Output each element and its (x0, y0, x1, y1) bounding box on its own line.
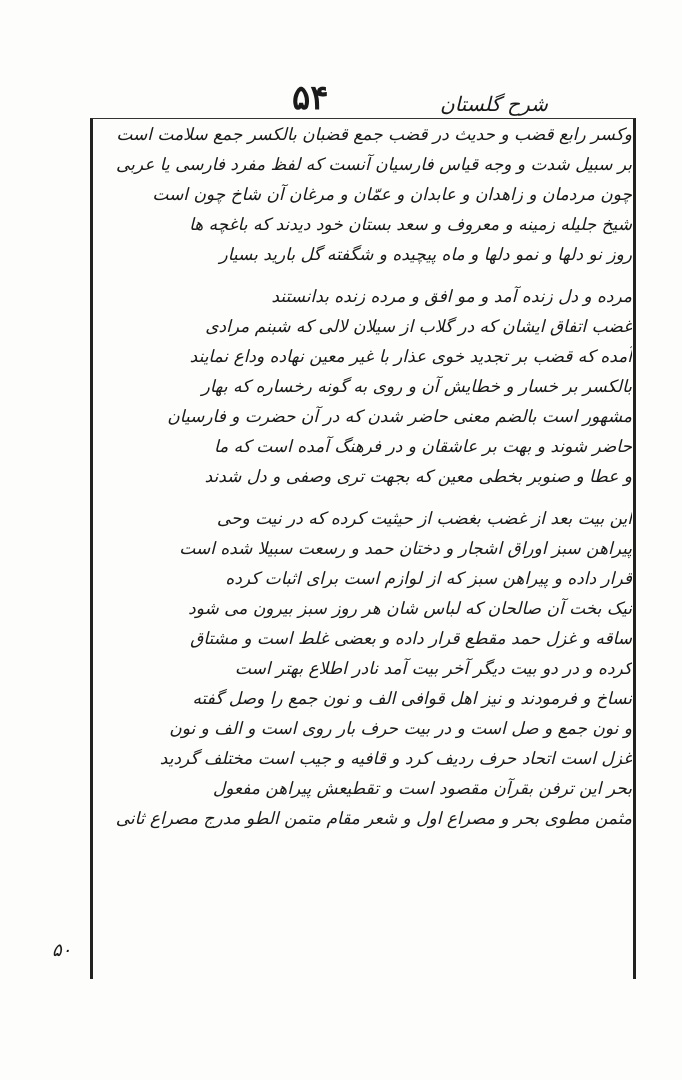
text-line: ساقه و غزل حمد مقطع قرار داده و بعضی غلط است و مشتاق (190, 629, 632, 649)
text-line: پیراهن سبز اوراق اشجار و دختان حمد و رسعت سبیلا شده است (179, 539, 632, 559)
text-line: نساخ و فرمودند و نیز اهل قوافی الف و نون جمع را وصل گفته (192, 689, 632, 709)
margin-note: ۵۰ (52, 940, 72, 961)
section-gap (96, 492, 632, 504)
text-line: غزل است اتحاد حرف ردیف کرد و قافیه و جیب است مختلف گردید (159, 749, 632, 769)
running-head: شرح گلستان (440, 92, 548, 116)
text-line: مثمن مطوی بحر و مصراع اول و شعر مقام متمن الطو مدرج مصراع ثانی (115, 809, 632, 829)
text-line: آمده که قضب بر تجدید خوی عذار با غیر معین نهاده وداع نمایند (189, 347, 632, 367)
text-line: وکسر رابع قضب و حدیث در قضب جمع قضبان بالکسر جمع سلامت است (116, 125, 632, 145)
text-line: غضب اتفاق ایشان که در گلاب از سیلان لالی که شبنم مرادی (205, 317, 632, 337)
text-line: قرار داده و پیراهن سبز که از لوازم است برای اثبات کرده (225, 569, 632, 589)
text-line: چون مردمان و زاهدان و عابدان و عمّان و مرغان آن شاخ چون است (152, 185, 632, 205)
section-gap (96, 270, 632, 282)
text-line: حاضر شوند و بهت بر عاشقان و در فرهنگ آمده است که ما (213, 437, 632, 457)
page-number: ۵۴ (292, 78, 329, 118)
text-line: بالکسر بر خسار و خطایش آن و روی به گونه رخساره که بهار (201, 377, 632, 397)
text-line: کرده و در دو بیت دیگر آخر بیت آمد نادر اطلاع بهتر است (234, 659, 632, 679)
text-line: نیک بخت آن صالحان که لباس شان هر روز سبز بیرون می شود (188, 599, 632, 619)
text-line: بحر این ترفن بقرآن مقصود است و تقطیعش پیراهن مفعول (212, 779, 632, 799)
text-line: مرده و دل زنده آمد و مو افق و مرده زنده بدانستند (271, 287, 632, 307)
text-line: مشهور است بالضم معنی حاضر شدن که در آن حضرت و فارسیان (167, 407, 632, 427)
text-line: شیخ جلیله زمینه و معروف و سعد بستان خود دیدند که باغچه ها (189, 215, 632, 235)
body-text (96, 120, 632, 834)
text-line: این بیت بعد از غضب بغضب از حیثیت کرده که در نیت وحی (216, 509, 632, 529)
text-line: و عطا و صنوبر بخطی معین که بجهت تری وصفی و دل شدند (204, 467, 632, 487)
text-line: روز نو دلها و نمو دلها و ماه پیچیده و شگفته گل بارید بسیار (219, 245, 632, 265)
text-line: و نون جمع و صل است و در بیت حرف بار روی است و الف و نون (169, 719, 632, 739)
text-line: بر سبیل شدت و وجه قیاس فارسیان آنست که لفظ مفرد فارسی یا عربی (115, 155, 632, 175)
